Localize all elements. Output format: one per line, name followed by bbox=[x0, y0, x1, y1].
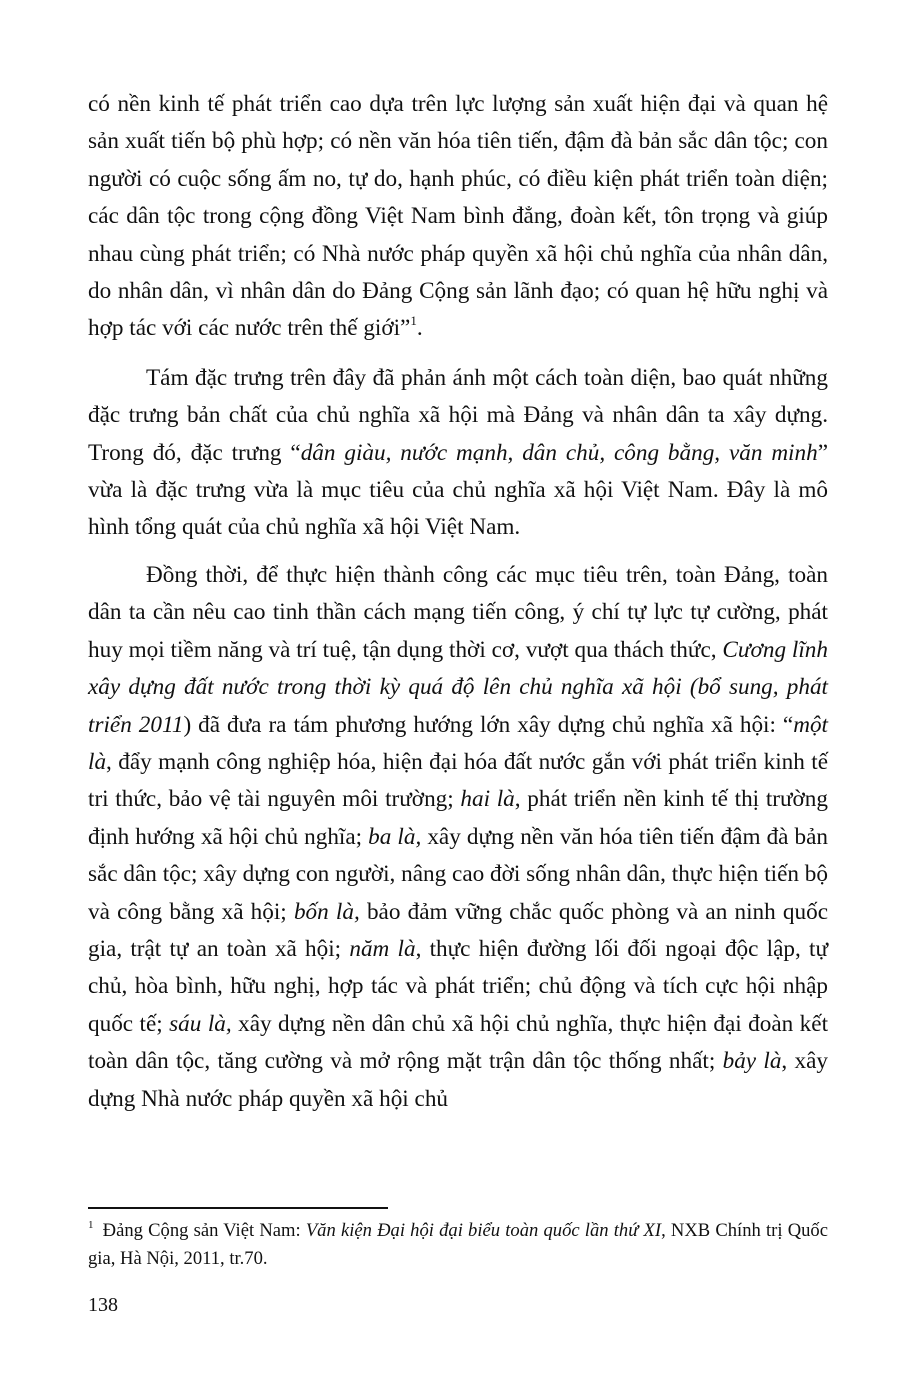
footnote-marker: 1 bbox=[88, 1219, 94, 1231]
paragraph-3-text-b: ) đã đưa ra tám phương hướng lớn xây dựng chủ nghĩa xã hội: “ bbox=[183, 711, 794, 738]
paragraph-2 bbox=[88, 360, 828, 547]
paragraph-2-emphasis: dân giàu, nước mạnh, dân chủ, công bằng, văn minh bbox=[300, 439, 818, 466]
paragraph-3-text-a: Đồng thời, để thực hiện thành công các mục tiêu trên, toàn Đảng, toàn dân ta cần nêu cao tinh thần cách mạng tiến công, ý chí tự lực tự cường, phát huy mọi tiềm năng và trí tuệ, tận dụng thời cơ, vượt qua thách thức, bbox=[88, 561, 828, 663]
footnote-publisher: , NXB Chính trị Quốc gia, Hà Nội, 2011, tr.70. bbox=[88, 1220, 828, 1269]
direction-one-text: , đẩy mạnh công nghiệp hóa, hiện đại hóa đất nước gắn với phát triển kinh tế tri thức, bảo vệ tài nguyên môi trường; bbox=[88, 748, 828, 813]
direction-four-text: bảo đảm vững chắc quốc phòng và an ninh quốc gia, trật tự an toàn xã hội; bbox=[88, 898, 828, 962]
page-number: 138 bbox=[88, 1294, 118, 1316]
direction-seven-label: bảy là bbox=[722, 1048, 782, 1075]
direction-five-label: năm là bbox=[349, 935, 416, 962]
footnote-separator bbox=[88, 1207, 388, 1209]
page-body bbox=[88, 86, 828, 1118]
direction-seven-text: , xây dựng Nhà nước pháp quyền xã hội chủ bbox=[88, 1048, 829, 1112]
direction-six-text: xây dựng nền dân chủ xã hội chủ nghĩa, thực hiện đại đoàn kết toàn dân tộc, tăng cường và mở rộng mặt trận dân tộc thống nhất; bbox=[88, 1010, 829, 1075]
direction-two-text: , phát triển nền kinh tế thị trường định hướng xã hội chủ nghĩa; bbox=[88, 786, 828, 850]
paragraph-1-text: có nền kinh tế phát triển cao dựa trên lực lượng sản xuất hiện đại và quan hệ sản xuất tiến bộ phù hợp; có nền văn hóa tiên tiến, đậm đà bản sắc dân tộc; con người có cuộc sống ấm no, tự do, hạnh phúc, có điều kiện phát triển toàn diện; các dân tộc trong cộng đồng Việt Nam bình đẳng, đoàn kết, tôn trọng và giúp nhau cùng phát triển; có Nhà nước pháp quyền xã hội chủ nghĩa của nhân dân, do nhân dân, vì nhân dân do Đảng Cộng sản lãnh đạo; có quan hệ hữu nghị và hợp tác với các nước trên thế giới” bbox=[88, 91, 828, 342]
footnote-author: Đảng Cộng sản Việt Nam: bbox=[97, 1220, 306, 1241]
paragraph-2-text-b: ” vừa là đặc trưng vừa là mục tiêu của chủ nghĩa xã hội Việt Nam. Đây là mô hình tổng quát của chủ nghĩa xã hội Việt Nam. bbox=[88, 439, 828, 541]
direction-five-text: , thực hiện đường lối đối ngoại độc lập, tự chủ, hòa bình, hữu nghị, hợp tác và phát triển; chủ động và tích cực hội nhập quốc tế; bbox=[88, 935, 829, 1037]
direction-three-label: ba là, bbox=[368, 823, 422, 850]
paragraph-1-end: . bbox=[416, 315, 423, 342]
paragraph-2-text-a: Tám đặc trưng trên đây đã phản ánh một cách toàn diện, bao quát những đặc trưng bản chất của chủ nghĩa xã hội mà Đảng và nhân dân ta xây dựng. Trong đó, đặc trưng “ bbox=[88, 364, 828, 466]
paragraph-3-title-italic: Cương lĩnh xây dựng đất nước trong thời kỳ quá độ lên chủ nghĩa xã hội (bổ sung, phát triển 2011 bbox=[88, 636, 828, 738]
footnote-title: Văn kiện Đại hội đại biểu toàn quốc lần thứ XI bbox=[305, 1220, 662, 1241]
footnote bbox=[88, 1218, 828, 1272]
direction-six-label: sáu là, bbox=[169, 1010, 232, 1037]
direction-two-label: hai là bbox=[460, 786, 515, 813]
footnote-reference[interactable]: 1 bbox=[410, 313, 417, 329]
direction-one-label: một là bbox=[88, 711, 828, 775]
paragraph-3 bbox=[88, 557, 828, 1118]
direction-four-label: bốn là, bbox=[293, 898, 360, 925]
paragraph-1 bbox=[88, 86, 828, 350]
direction-three-text: xây dựng nền văn hóa tiên tiến đậm đà bản sắc dân tộc; xây dựng con người, nâng cao đời sống nhân dân, thực hiện tiến bộ và công bằng xã hội; bbox=[88, 823, 828, 925]
